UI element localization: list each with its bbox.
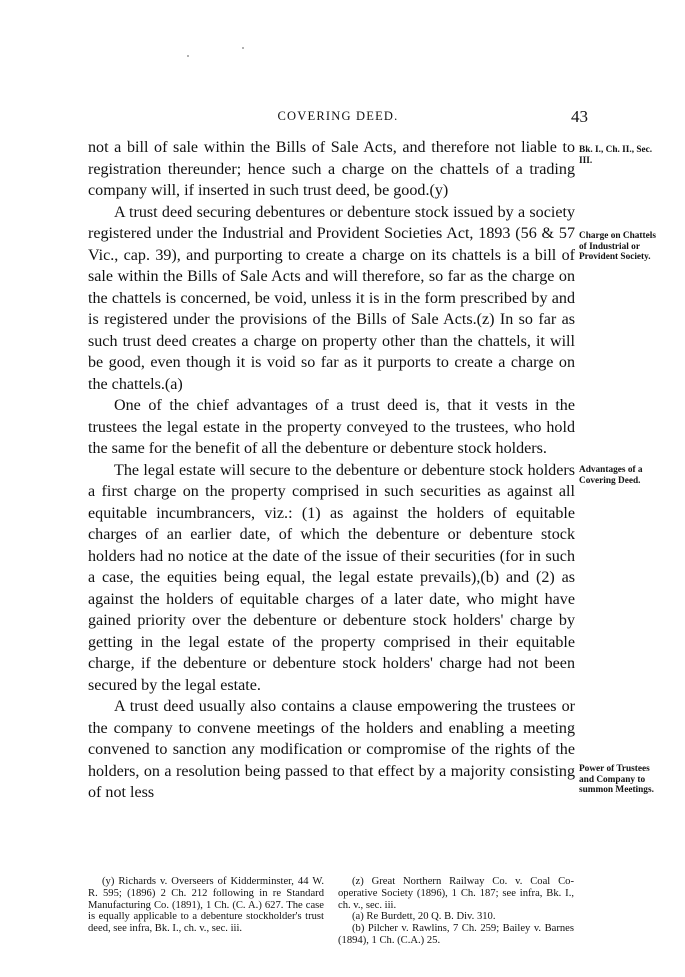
margin-note: Charge on Chattels of Industrial or Provident Society.: [579, 231, 656, 262]
body-text: [88, 137, 575, 804]
footnote: (y) Richards v. Overseers of Kidderminster, 44 W. R. 595; (1896) 2 Ch. 212 following in re Standard Manufacturing Co. (1891), 1 Ch. (C. A.) 627. The case is equally applicable to a debenture stockholder's trust deed, see infra, Bk. I., ch. v., sec. iii.: [88, 876, 324, 935]
paper-speck: [242, 47, 244, 49]
footnote: (b) Pilcher v. Rawlins, 7 Ch. 259; Bailey v. Barnes (1894), 1 Ch. (C.A.) 25.: [338, 923, 574, 946]
margin-note: Bk. I., Ch. II., Sec. III.: [579, 145, 653, 166]
paper-speck: [187, 55, 189, 57]
footnotes-right-column: [338, 876, 574, 947]
page-header: [88, 107, 588, 129]
paragraph: A trust deed securing debentures or debenture stock issued by a society registered under the Industrial and Provident Societies Act, 1893 (56 & 57 Vic., cap. 39), and purporting to create a charge on its chattels is a bill of sale within the Bills of Sale Acts and will therefore, so far as the charge on the chattels is concerned, be void, unless it is in the form prescribed by and is registered under the provisions of the Bills of Sale Acts.(z) In so far as such trust deed creates a charge on property other than the chattels, it will be good, even though it is void so far as it purports to create a charge on the chattels.(a): [88, 203, 575, 393]
footnote: (a) Re Burdett, 20 Q. B. Div. 310.: [352, 911, 496, 923]
margin-note: Advantages of a Covering Deed.: [579, 465, 643, 486]
page-number: 43: [571, 107, 588, 126]
paragraph: The legal estate will secure to the debenture or debenture stock holders a first charge on the property comprised in such securities as against all equitable incumbrancers, viz.: (1) as against the holders of equitable charges of an earlier date, of which the debenture or debenture stock holders had no notice at the date of the issue of their securities (for in such a case, the equities being equal, the legal estate prevails),(b) and (2) as against the holders of equitable charges of a later date, who might have gained priority over the debenture or debenture stock holders' charge by getting in the legal estate of the property comprised in their equitable charge, if the debenture or debenture stock holders' charge had not been secured by the legal estate.: [88, 461, 575, 694]
running-title: COVERING DEED.: [277, 109, 399, 123]
paragraph: A trust deed usually also contains a clause empowering the trustees or the company to convene meetings of the holders and enabling a meeting convened to sanction any modification or compromise of the rights of the holders, on a resolution being passed to that effect by a majority consisting of not less: [88, 698, 575, 801]
footnotes-left-column: [88, 876, 324, 935]
margin-note: Power of Trustees and Company to summon Meetings.: [579, 764, 654, 795]
footnote: (z) Great Northern Railway Co. v. Coal Co-operative Society (1896), 1 Ch. 187; see infra, Bk. I., ch. v., sec. iii.: [338, 876, 574, 911]
paragraph: not a bill of sale within the Bills of Sale Acts, and therefore not liable to registration thereunder; hence such a charge on the chattels of a trading company will, if inserted in such trust deed, be good.(y): [88, 139, 575, 199]
paragraph: One of the chief advantages of a trust deed is, that it vests in the trustees the legal estate in the property conveyed to the trustees, who hold the same for the benefit of all the debenture or debenture stock holders.: [88, 397, 575, 457]
